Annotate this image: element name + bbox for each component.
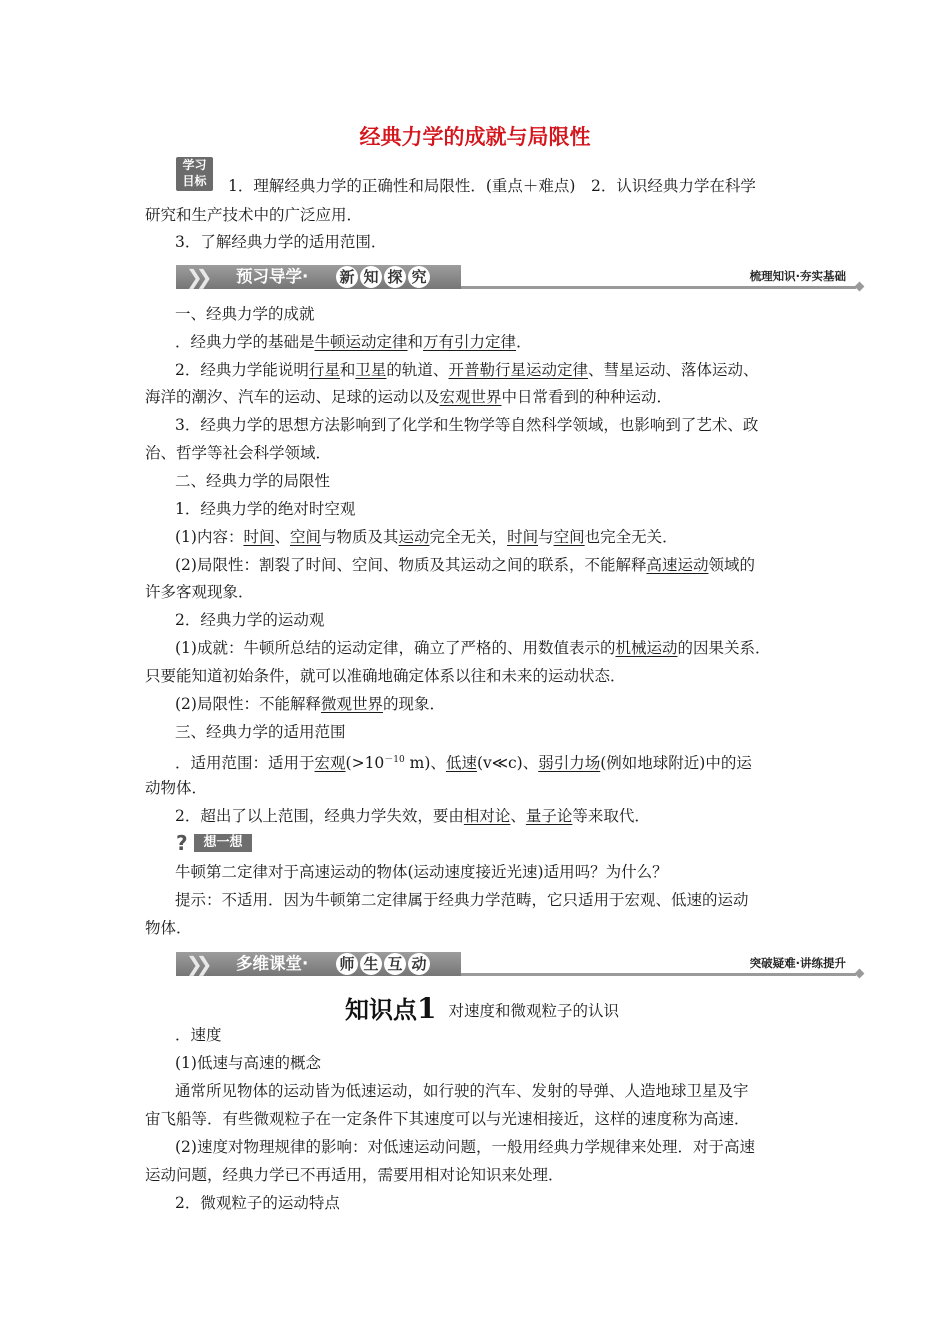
paragraph: 运动问题，经典力学已不再适用，需要用相对论知识来处理． xyxy=(145,1166,564,1184)
banner-circles xyxy=(336,266,430,288)
underlined-answer: 宏观世界 xyxy=(439,388,502,406)
badge-line-2: 目标 xyxy=(182,174,207,188)
paragraph: 通常所见物体的运动皆为低速运动，如行驶的汽车、发射的导弹、人造地球卫星及宇 xyxy=(175,1082,749,1100)
paragraph: 动物体． xyxy=(145,779,208,797)
section-banner-classroom xyxy=(176,952,866,982)
banner-right-text: 突破疑难·讲练提升 xyxy=(749,956,846,970)
paragraph: (2)局限性：不能解释微观世界的现象． xyxy=(175,695,445,713)
paragraph: (2)速度对物理规律的影响：对低速运动问题，一般用经典力学规律来处理．对于高速 xyxy=(175,1138,755,1156)
banner-circle-char: 生 xyxy=(360,953,382,975)
banner-circle-char: 动 xyxy=(408,953,430,975)
underlined-answer: 运动 xyxy=(398,528,430,546)
objectives-line-2: 研究和生产技术中的广泛应用． xyxy=(145,206,363,224)
double-chevron-icon: ❯❯ xyxy=(186,265,206,289)
section-banner-preview xyxy=(176,265,866,295)
double-chevron-icon: ❯❯ xyxy=(186,952,206,976)
paragraph: 2．微观粒子的运动特点 xyxy=(175,1194,340,1212)
subheading: 2．经典力学的运动观 xyxy=(175,611,325,629)
paragraph: ．速度 xyxy=(175,1026,222,1044)
banner-circle-char: 究 xyxy=(408,266,430,288)
paragraph: 海洋的潮汐、汽车的运动、足球的运动以及宏观世界中日常看到的种种运动． xyxy=(145,388,673,406)
paragraph: 2．经典力学能说明行星和卫星的轨道、开普勒行星运动定律、彗星运动、落体运动、 xyxy=(175,361,759,379)
paragraph: 治、哲学等社会科学领域． xyxy=(145,444,332,462)
underlined-answer: 卫星 xyxy=(355,361,387,379)
think-label: 想一想 xyxy=(194,834,252,852)
underlined-answer: 高速运动 xyxy=(646,556,709,574)
underlined-answer: 时间 xyxy=(243,528,275,546)
knowledge-point-heading xyxy=(345,990,619,1025)
objectives-line-3: 3．了解经典力学的适用范围． xyxy=(175,233,387,251)
banner-rule xyxy=(461,973,856,976)
underlined-answer: 低速 xyxy=(445,754,477,773)
underlined-answer: 万有引力定律 xyxy=(423,333,517,351)
paragraph: ．适用范围：适用于宏观($>10^{-10}$ m)、低速(v≪c)、弱引力场(例如地球附近)中的运 xyxy=(175,754,752,773)
banner-circle-char: 新 xyxy=(336,266,358,288)
banner-right-text: 梳理知识·夯实基础 xyxy=(749,269,846,283)
knowledge-point-number: 1 xyxy=(417,992,437,1025)
objectives-line-1: 1．理解经典力学的正确性和局限性．(重点＋难点) 2．认识经典力学在科学 xyxy=(228,177,756,195)
subheading: 1．经典力学的绝对时空观 xyxy=(175,500,356,518)
paragraph: ．经典力学的基础是牛顿运动定律和万有引力定律． xyxy=(175,333,532,351)
underlined-answer: 牛顿运动定律 xyxy=(314,333,408,351)
section-heading: 二、经典力学的局限性 xyxy=(175,472,331,490)
banner-rule xyxy=(461,286,856,289)
knowledge-point-subtitle: 对速度和微观粒子的认识 xyxy=(448,1002,619,1020)
underlined-answer: 开普勒行星运动定律 xyxy=(448,361,588,379)
underlined-answer: 空间 xyxy=(553,528,585,546)
paragraph: (1)成就：牛顿所总结的运动定律，确立了严格的、用数值表示的机械运动的因果关系． xyxy=(175,639,771,657)
knowledge-point-label: 知识点 xyxy=(345,996,417,1024)
banner-label: 预习导学· xyxy=(236,267,309,286)
paragraph: 只要能知道初始条件，就可以准确地确定体系以往和未来的运动状态． xyxy=(145,667,626,685)
section-heading: 三、经典力学的适用范围 xyxy=(175,723,346,741)
banner-label: 多维课堂· xyxy=(236,954,309,973)
banner-circle-char: 探 xyxy=(384,266,406,288)
think-question: 牛顿第二定律对于高速运动的物体(运动速度接近光速)适用吗？为什么？ xyxy=(175,863,668,881)
banner-circle-char: 师 xyxy=(336,953,358,975)
underlined-answer: 相对论 xyxy=(463,807,511,825)
paragraph: (1)内容：时间、空间与物质及其运动完全无关，时间与空间也完全无关． xyxy=(175,528,678,546)
think-hint: 物体． xyxy=(145,919,192,937)
page-title: 经典力学的成就与局限性 xyxy=(359,125,591,149)
badge-line-1: 学习 xyxy=(182,158,207,172)
paragraph: 3．经典力学的思想方法影响到了化学和生物学等自然科学领域，也影响到了艺术、政 xyxy=(175,416,759,434)
section-heading: 一、经典力学的成就 xyxy=(175,305,315,323)
underlined-answer: 量子论 xyxy=(525,807,573,825)
paragraph: 宙飞船等．有些微观粒子在一定条件下其速度可以与光速相接近，这样的速度称为高速． xyxy=(145,1110,750,1128)
underlined-answer: 行星 xyxy=(308,361,340,379)
underlined-answer: 时间 xyxy=(507,528,539,546)
paragraph: (2)局限性：割裂了时间、空间、物质及其运动之间的联系，不能解释高速运动领域的 xyxy=(175,556,755,574)
diamond-icon xyxy=(855,969,865,979)
banner-circles xyxy=(336,953,430,975)
diamond-icon xyxy=(855,282,865,292)
underlined-answer: 微观世界 xyxy=(320,695,383,713)
learning-objectives-badge xyxy=(176,157,213,191)
underlined-answer: 宏观 xyxy=(314,754,346,773)
paragraph: 许多客观现象． xyxy=(145,583,254,601)
paragraph: 2．超出了以上范围，经典力学失效，要由相对论、量子论等来取代． xyxy=(175,807,650,825)
think-hint: 提示：不适用．因为牛顿第二定律属于经典力学范畴，它只适用于宏观、低速的运动 xyxy=(175,891,749,909)
paragraph: (1)低速与高速的概念 xyxy=(175,1054,321,1072)
question-mark-icon: ? xyxy=(176,831,188,855)
underlined-answer: 空间 xyxy=(290,528,322,546)
underlined-answer: 弱引力场 xyxy=(538,754,601,773)
banner-circle-char: 互 xyxy=(384,953,406,975)
underlined-answer: 机械运动 xyxy=(615,639,678,657)
banner-circle-char: 知 xyxy=(360,266,382,288)
